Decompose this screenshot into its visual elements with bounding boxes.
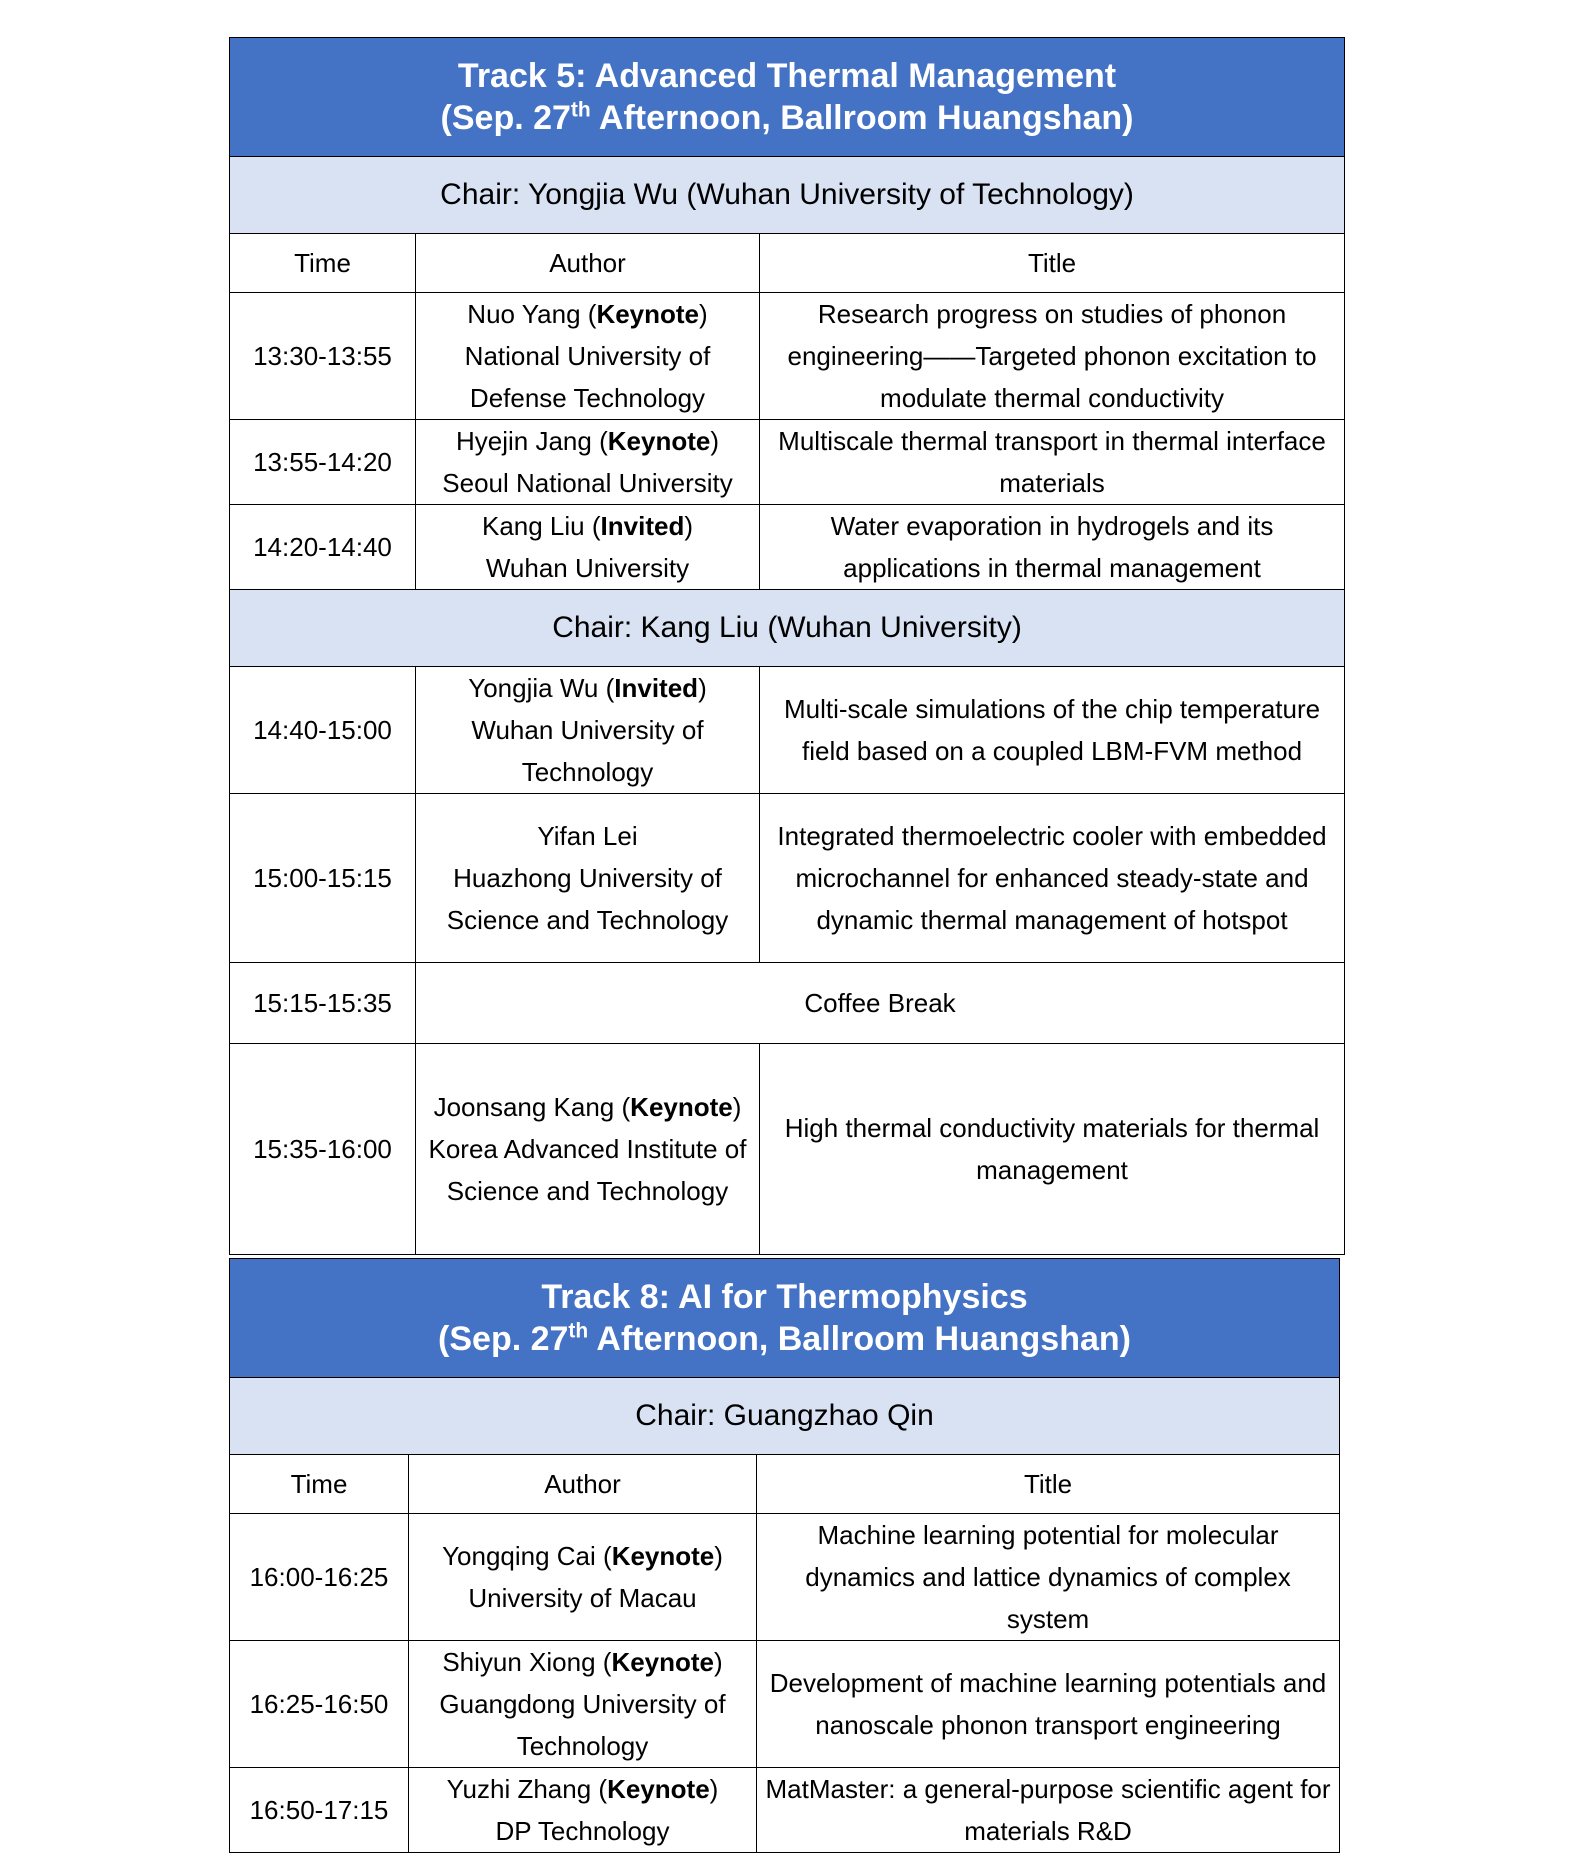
session-author: Hyejin Jang (Keynote) Seoul National University — [416, 420, 760, 505]
author-affiliation: University of Macau — [468, 1583, 697, 1613]
talk-type-badge: Invited — [600, 511, 685, 541]
session-author: Yuzhi Zhang (Keynote) DP Technology — [409, 1768, 757, 1853]
author-affiliation: National University of Defense Technology — [464, 341, 711, 413]
session-author: Shiyun Xiong (Keynote) Guangdong University of Technology — [409, 1641, 757, 1768]
session-row — [230, 1641, 1340, 1768]
author-name: Hyejin Jang — [456, 426, 592, 456]
session-title: Integrated thermoelectric cooler with embedded microchannel for enhanced steady-state and dynamic thermal management of hotspot — [760, 794, 1345, 963]
session-row — [230, 293, 1345, 420]
session-author: Joonsang Kang (Keynote) Korea Advanced Institute of Science and Technology — [416, 1044, 760, 1255]
session-title: Multi-scale simulations of the chip temperature field based on a coupled LBM-FVM method — [760, 667, 1345, 794]
coffee-break-label: Coffee Break — [416, 963, 1345, 1044]
session-time: 15:35-16:00 — [230, 1044, 416, 1255]
author-affiliation: DP Technology — [495, 1816, 670, 1846]
session-time: 16:25-16:50 — [230, 1641, 409, 1768]
track-title: Track 5: Advanced Thermal Management — [457, 57, 1117, 95]
track-title: Track 8: AI for Thermophysics — [541, 1278, 1028, 1316]
column-header-time: Time — [230, 1455, 409, 1514]
session-row — [230, 505, 1345, 590]
talk-type-badge: Keynote — [596, 299, 700, 329]
session-row — [230, 1514, 1340, 1641]
talk-type-badge: Keynote — [607, 1774, 710, 1804]
session-time: 15:15-15:35 — [230, 963, 416, 1044]
talk-type-badge: Keynote — [611, 1647, 715, 1677]
session-author: Yongqing Cai (Keynote) University of Macau — [409, 1514, 757, 1641]
author-affiliation: Wuhan University of Technology — [471, 715, 704, 787]
talk-type-badge: Keynote — [630, 1092, 733, 1122]
session-time: 16:50-17:15 — [230, 1768, 409, 1853]
session-author — [416, 794, 760, 963]
author-name: Shiyun Xiong — [442, 1647, 596, 1677]
session-row — [230, 794, 1345, 963]
author-affiliation: Korea Advanced Institute of Science and Technology — [428, 1134, 747, 1206]
session-title: Research progress on studies of phonon engineering——Targeted phonon excitation to modulate thermal conductivity — [760, 293, 1345, 420]
column-header-author: Author — [416, 234, 760, 293]
session-time: 14:20-14:40 — [230, 505, 416, 590]
author-name: Kang Liu — [481, 511, 585, 541]
track-header — [230, 1259, 1340, 1378]
session-title: MatMaster: a general-purpose scientific agent for materials R&D — [757, 1768, 1340, 1853]
session-title: Machine learning potential for molecular dynamics and lattice dynamics of complex system — [757, 1514, 1340, 1641]
track-subtitle: (Sep. 27th Afternoon, Ballroom Huangshan) — [438, 1319, 1131, 1358]
session-row — [230, 1768, 1340, 1853]
session-author: Nuo Yang (Keynote) National University of Defense Technology — [416, 293, 760, 420]
author-affiliation: Guangdong University of Technology — [439, 1689, 726, 1761]
session-time: 14:40-15:00 — [230, 667, 416, 794]
author-name: Yuzhi Zhang — [446, 1774, 592, 1804]
session-time: 13:30-13:55 — [230, 293, 416, 420]
author-affiliation: Seoul National University — [442, 468, 733, 498]
session-title: Development of machine learning potentials and nanoscale phonon transport engineering — [757, 1641, 1340, 1768]
track-header-row — [230, 1259, 1340, 1378]
track-subtitle: (Sep. 27th Afternoon, Ballroom Huangshan) — [440, 98, 1134, 137]
track5-schedule-table — [229, 37, 1345, 1255]
session-author: Kang Liu (Invited) Wuhan University — [416, 505, 760, 590]
session-author: Yongjia Wu (Invited) Wuhan University of Technology — [416, 667, 760, 794]
track-header — [230, 38, 1345, 157]
chair-label: Chair: Kang Liu (Wuhan University) — [230, 590, 1345, 667]
chair-label: Chair: Guangzhao Qin — [230, 1378, 1340, 1455]
author-name: Yongjia Wu — [468, 673, 599, 703]
track-header-row — [230, 38, 1345, 157]
session-title: High thermal conductivity materials for thermal management — [760, 1044, 1345, 1255]
chair-row — [230, 1378, 1340, 1455]
session-title: Multiscale thermal transport in thermal interface materials — [760, 420, 1345, 505]
session-row — [230, 1044, 1345, 1255]
chair-row — [230, 590, 1345, 667]
column-header-time: Time — [230, 234, 416, 293]
talk-type-badge: Keynote — [611, 1541, 715, 1571]
session-time: 15:00-15:15 — [230, 794, 416, 963]
chair-row — [230, 157, 1345, 234]
column-header-title: Title — [760, 234, 1345, 293]
track8-schedule-table — [229, 1258, 1340, 1853]
session-title: Water evaporation in hydrogels and its applications in thermal management — [760, 505, 1345, 590]
author-name: Yifan Lei — [537, 821, 638, 851]
break-row — [230, 963, 1345, 1044]
talk-type-badge: Invited — [614, 673, 699, 703]
author-affiliation: Wuhan University — [485, 553, 690, 583]
talk-type-badge: Keynote — [607, 426, 711, 456]
author-name: Joonsang Kang — [433, 1092, 615, 1122]
author-name: Yongqing Cai — [442, 1541, 596, 1571]
session-time: 16:00-16:25 — [230, 1514, 409, 1641]
session-time: 13:55-14:20 — [230, 420, 416, 505]
session-row — [230, 667, 1345, 794]
chair-label: Chair: Yongjia Wu (Wuhan University of Technology) — [230, 157, 1345, 234]
author-name: Nuo Yang — [467, 299, 581, 329]
column-header-title: Title — [757, 1455, 1340, 1514]
column-header-row — [230, 1455, 1340, 1514]
column-header-author: Author — [409, 1455, 757, 1514]
session-row — [230, 420, 1345, 505]
author-affiliation: Huazhong University of Science and Technology — [446, 863, 729, 935]
column-header-row — [230, 234, 1345, 293]
